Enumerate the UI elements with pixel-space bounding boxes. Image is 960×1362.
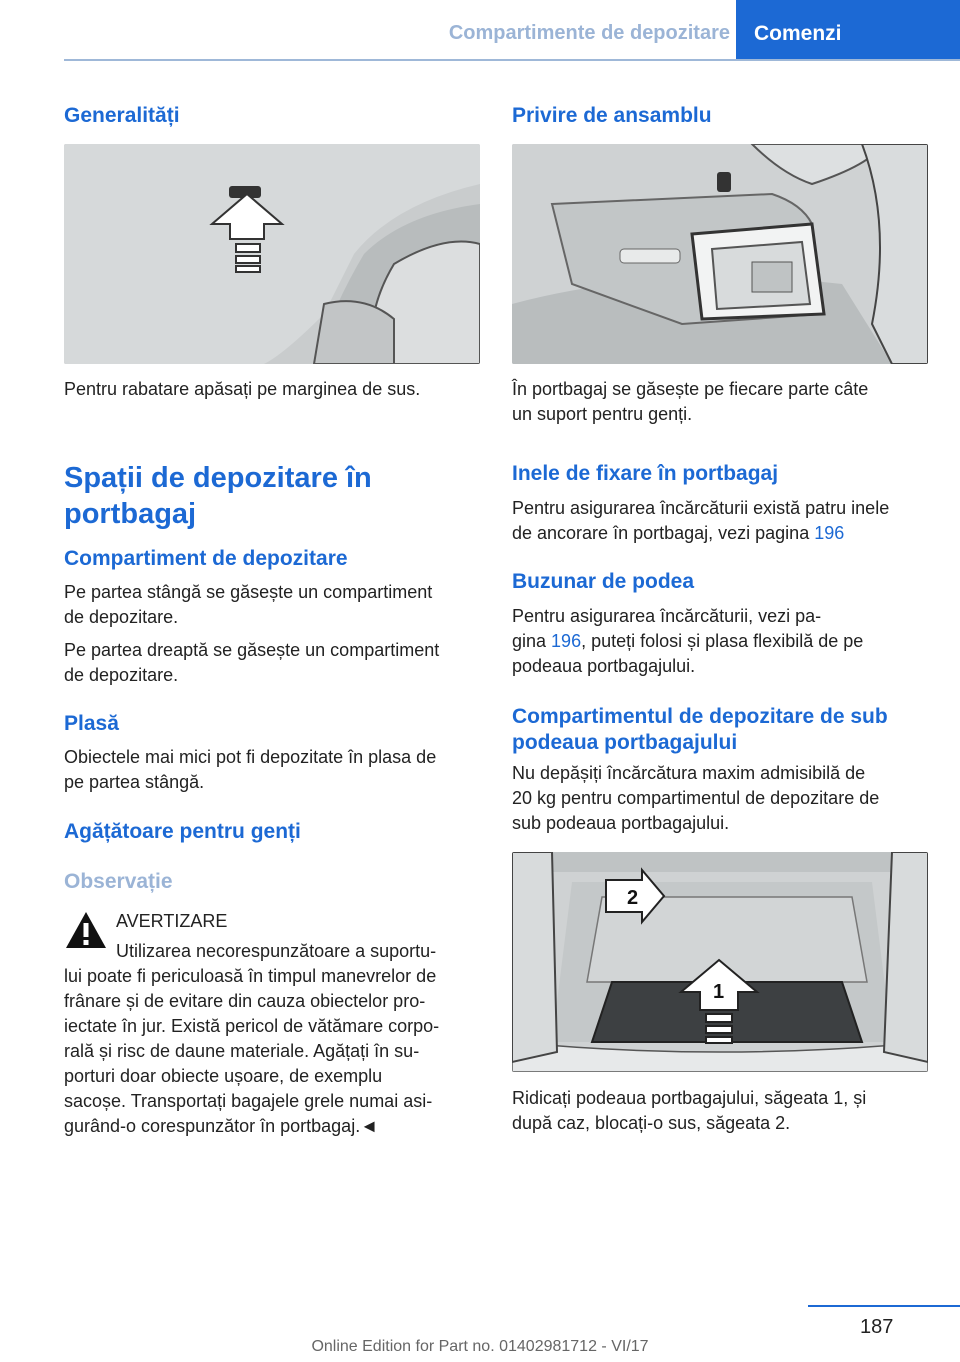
- figure-trunk-floor: [512, 852, 928, 1072]
- figure-label-2: 2: [627, 887, 639, 909]
- paragraph-inele: [512, 496, 932, 546]
- warning-text: [64, 964, 484, 1139]
- heading-inele: Inele de fixare în portbagaj: [512, 462, 779, 485]
- text-line: frânare și de evitare din cauza obiectelor pro-: [64, 991, 426, 1011]
- text-line: un suport pentru genți.: [512, 404, 693, 424]
- paragraph-comp2: [64, 638, 439, 688]
- footer-rule: [808, 1305, 960, 1307]
- text-line: iectate în jur. Există pericol de vătămare corpo-: [64, 1016, 440, 1036]
- text-line: Pe partea stângă se găsește un compartiment: [64, 582, 433, 602]
- text-span: gina: [512, 631, 552, 651]
- page-link[interactable]: 196: [551, 631, 582, 651]
- figure-headliner-ceiling: [64, 144, 480, 364]
- chapter-heading: [64, 460, 372, 532]
- text-line: de depozitare.: [64, 665, 179, 685]
- text-line: [512, 521, 932, 546]
- page-link[interactable]: 196: [814, 523, 845, 543]
- text-line: sacoșe. Transportați bagajele grele numai asi-: [64, 1091, 433, 1111]
- text-line: 20 kg pentru compartimentul de depozitare de: [512, 788, 880, 808]
- heading-buzunar: Buzunar de podea: [512, 570, 695, 593]
- header-rule: [64, 59, 960, 61]
- chapter-heading-line1: Spații de depozitare în: [64, 462, 372, 494]
- text-line: porturi doar obiecte ușoare, de exemplu: [64, 1066, 383, 1086]
- text-span: , puteți folosi și plasa flexibilă de pe: [581, 631, 864, 651]
- paragraph-comp1: [64, 580, 432, 630]
- paragraph-buzunar: [512, 604, 863, 679]
- text-line: gurând-o corespunzător în portbagaj.◄: [64, 1116, 379, 1136]
- heading-generalitati: Generalități: [64, 104, 180, 127]
- heading-compartiment: Compartiment de depozitare: [64, 547, 348, 570]
- paragraph-plasa: [64, 745, 436, 795]
- text-line: Pentru asigurarea încărcăturii, vezi pa-: [512, 606, 822, 626]
- heading-plasa: Plasă: [64, 712, 119, 735]
- heading-sub-podea: [512, 704, 888, 756]
- warning-triangle-icon: [64, 910, 108, 950]
- text-span: de ancorare în portbagaj, vezi pagina: [512, 523, 815, 543]
- heading-agatatoare: Agățătoare pentru genți: [64, 820, 301, 843]
- text-line: Obiectele mai mici pot fi depozitate în plasa de: [64, 747, 437, 767]
- figure-trunk-side-compartment: [512, 144, 928, 364]
- heading-privire: Privire de ansamblu: [512, 104, 712, 127]
- text-line: lui poate fi periculoasă în timpul manevrelor de: [64, 966, 437, 986]
- text-line: podeaua portbagajului.: [512, 656, 696, 676]
- text-line: În portbagaj se găsește pe fiecare parte câte: [512, 379, 869, 399]
- header-chapter-label: Comenzi: [754, 22, 842, 45]
- text-line: rală și risc de daune materiale. Agățați în su-: [64, 1041, 420, 1061]
- caption-trunk-floor: [512, 1086, 866, 1136]
- warning-title: AVERTIZARE: [116, 911, 228, 931]
- text-line: Nu depășiți încărcătura maxim admisibilă de: [512, 763, 866, 783]
- text-line: [512, 629, 863, 654]
- heading-line: podeaua portbagajului: [512, 731, 738, 754]
- text-line: sub podeaua portbagajului.: [512, 813, 730, 833]
- heading-observatie: Observație: [64, 870, 173, 893]
- header-chapter-tab[interactable]: [736, 0, 960, 61]
- warning-line-first: Utilizarea necorespunzătoare a suportu-: [116, 941, 437, 961]
- caption-generalitati: Pentru rabatare apăsați pe marginea de sus.: [64, 379, 421, 399]
- paragraph-sub-podea: [512, 761, 879, 836]
- header-section-title: Compartimente de depozitare: [448, 22, 730, 44]
- text-line: pe partea stângă.: [64, 772, 205, 792]
- text-line: de depozitare.: [64, 607, 179, 627]
- heading-line: Compartimentul de depozitare de sub: [512, 705, 888, 728]
- text-line: Ridicați podeaua portbagajului, săgeata 1, și: [512, 1088, 867, 1108]
- text-line: Pentru asigurarea încărcăturii există patru inele: [512, 498, 890, 518]
- figure-label-1: 1: [713, 981, 725, 1003]
- footer-edition: Online Edition for Part no. 01402981712 - VI/17: [311, 1338, 649, 1355]
- text-line: Pe partea dreaptă se găsește un compartiment: [64, 640, 440, 660]
- caption-privire: [512, 377, 868, 427]
- page-number: 187: [860, 1316, 894, 1338]
- text-line: după caz, blocați-o sus, săgeata 2.: [512, 1113, 791, 1133]
- chapter-heading-line2: portbagaj: [64, 498, 197, 530]
